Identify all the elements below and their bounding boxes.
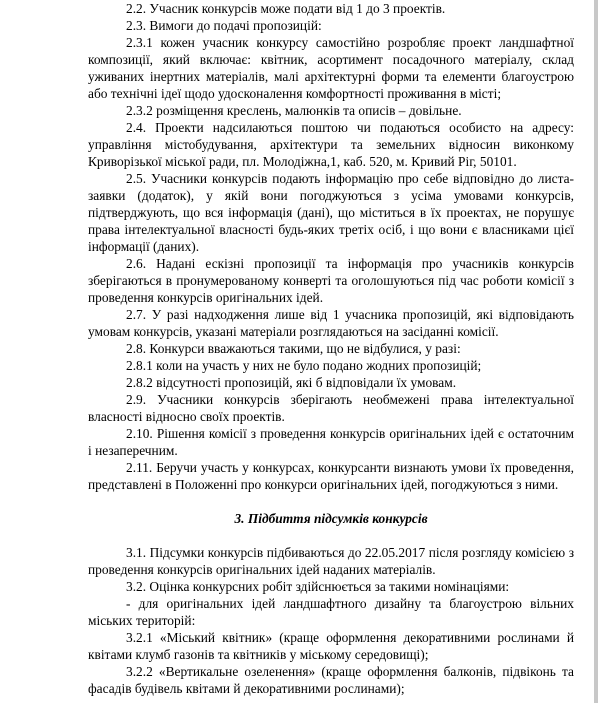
- paragraph-2-3: 2.3. Вимоги до подачі пропозицій:: [126, 18, 322, 33]
- paragraph-2-10: 2.10. Рішення комісії з проведення конкурсів оригінальних ідей є остаточним і незаперечним.: [88, 426, 574, 458]
- paragraph-2-3-1: 2.3.1 кожен учасник конкурсу самостійно розробляє проект ландшафтної композиції, який включає: квітник, асортимент посадочного матеріалу, склад уживаних інертних матеріалів, малі архітектурні форми та елементи благоустрою або технічні ідеї щодо удосконалення комфортності проживання в місті;: [88, 35, 574, 101]
- document-page: [88, 0, 574, 697]
- paragraph-2-7: 2.7. У разі надходження лише від 1 учасника пропозицій, які відповідають умовам конкурсів, указані матеріали розглядаються на засіданні комісії.: [88, 307, 574, 339]
- spacer: [88, 527, 574, 544]
- paragraph-3-2-2: 3.2.2 «Вертикальне озеленення» (краще оформлення балконів, підвіконь та фасадів будівель квітами й декоративними рослинами);: [88, 664, 574, 696]
- paragraph-2-5: 2.5. Учасники конкурсів подають інформацію про себе відповідно до листа-заявки (додаток), у якій вони погоджуються з усіма умовами конкурсів, підтверджують, що вся інформація (дані), що міститься в їх проектах, не порушує права інтелектуальної власності будь-яких третіх осіб, і що вони є власниками цієї інформації (даних).: [88, 171, 574, 254]
- paragraph-2-8: 2.8. Конкурси вважаються такими, що не відбулися, у разі:: [126, 341, 461, 356]
- section-3-heading: 3. Підбиття підсумків конкурсів: [234, 511, 428, 526]
- paragraph-2-8-2: 2.8.2 відсутності пропозицій, які б відповідали їх умовам.: [126, 375, 457, 390]
- paragraph-2-4: 2.4. Проекти надсилаються поштою чи подаються особисто на адресу: управління містобудування, архітектури та земельних відносин виконкому Криворізької міської ради, пл. Молодіжна,1, каб. 520, м. Кривий Ріг, 50101.: [88, 120, 574, 169]
- paragraph-2-6: 2.6. Надані ескізні пропозиції та інформація про учасників конкурсів зберігаються в пронумерованому конверті та оголошуються під час роботи комісії з проведення конкурсів оригінальних ідей.: [88, 256, 574, 305]
- spacer: [88, 493, 574, 510]
- paragraph-2-2: 2.2. Учасник конкурсів може подати від 1 до 3 проектів.: [126, 1, 446, 16]
- paragraph-3-1: 3.1. Підсумки конкурсів підбиваються до 22.05.2017 після розгляду комісією з проведення конкурсів оригінальних ідей наданих матеріалів.: [88, 545, 574, 577]
- paragraph-2-11: 2.11. Беручи участь у конкурсах, конкурсанти визнають умови їх проведення, представлені в Положенні про конкурси оригінальних ідей, погоджуються з ними.: [88, 460, 574, 492]
- page-edge: [594, 0, 598, 703]
- paragraph-3-2: 3.2. Оцінка конкурсних робіт здійснюється за такими номінаціями:: [126, 579, 510, 594]
- paragraph-2-3-2: 2.3.2 розміщення креслень, малюнків та описів – довільне.: [126, 103, 462, 118]
- paragraph-2-9: 2.9. Учасники конкурсів зберігають необмежені права інтелектуальної власності відносно своїх проектів.: [88, 392, 574, 424]
- paragraph-3-2-list-intro: - для оригінальних ідей ландшафтного дизайну та благоустрою вільних міських територій:: [88, 596, 574, 628]
- paragraph-3-2-1: 3.2.1 «Міський квітник» (краще оформлення декоративними рослинами й квітами клумб газонів та квітників у міському середовищі);: [88, 630, 574, 662]
- paragraph-2-8-1: 2.8.1 коли на участь у них не було подано жодних пропозицій;: [126, 358, 482, 373]
